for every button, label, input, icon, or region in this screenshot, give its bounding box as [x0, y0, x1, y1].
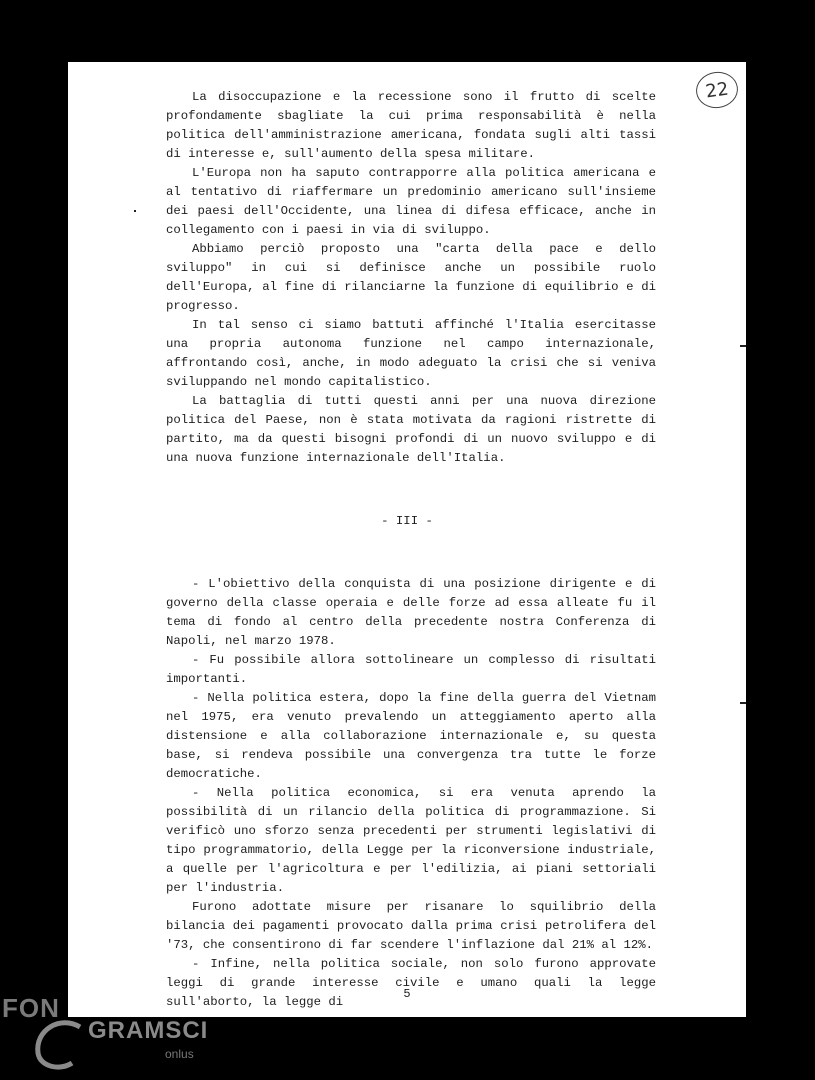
- archive-stamp: [694, 69, 741, 110]
- paragraph: La disoccupazione e la recessione sono il frutto di scelte profondamente sbagliate la cui prima responsabilità è nella politica dell'amministrazione americana, fondata sugli alti tassi di interesse e, sull'aumento della spesa militare.: [166, 90, 656, 161]
- watermark-logo: [0, 985, 220, 1080]
- stamp-number: 22: [704, 78, 730, 102]
- scan-mark: [740, 702, 746, 704]
- paragraph: La battaglia di tutti questi anni per una nuova direzione politica del Paese, non è stata motivata da ragioni ristrette di partito, ma da questi bisogni profondi di un nuovo sviluppo e di una nuova funzione internazionale dell'Italia.: [166, 394, 656, 465]
- section-heading: - III -: [381, 514, 433, 528]
- paragraph: - Infine, nella politica sociale, non solo furono approvate leggi di grande interesse civile e umano quali la legge sull'aborto, la legge di: [166, 957, 656, 1009]
- text-block-top: [166, 88, 656, 468]
- watermark-text-gramsci: GRAMSCI: [88, 1017, 209, 1044]
- paragraph: Abbiamo perciò proposto una "carta della pace e dello sviluppo" in cui si definisce anche un possibile ruolo dell'Europa, al fine di rilanciarne la funzione di equilibrio e di progresso.: [166, 242, 656, 313]
- scan-mark: [134, 210, 136, 212]
- logo-swirl-icon: [30, 1015, 90, 1075]
- text-block-bottom: [166, 575, 656, 1012]
- scan-mark: [740, 345, 746, 347]
- paragraph: In tal senso ci siamo battuti affinché l'Italia esercitasse una propria autonoma funzione nel campo internazionale, affrontando così, anche, in modo adeguato la crisi che si veniva sviluppando nel mondo capitalistico.: [166, 318, 656, 389]
- watermark-text-onlus: onlus: [165, 1047, 194, 1061]
- paragraph: - Fu possibile allora sottolineare un complesso di risultati importanti.: [166, 653, 656, 686]
- watermark-text-fon: FON: [2, 993, 60, 1023]
- paragraph: Furono adottate misure per risanare lo squilibrio della bilancia dei pagamenti provocato dalla prima crisi petrolifera del '73, che consentirono di far scendere l'inflazione dal 21% al 12%.: [166, 900, 656, 952]
- document-page: [68, 62, 746, 1017]
- page-number: 5: [403, 987, 411, 1001]
- paragraph: - Nella politica estera, dopo la fine della guerra del Vietnam nel 1975, era venuto prevalendo un atteggiamento aperto alla distensione e alla collaborazione internazionale e, su questa base, si rendeva possibile una convergenza tra tutte le forze democratiche.: [166, 691, 656, 781]
- paragraph: - L'obiettivo della conquista di una posizione dirigente e di governo della classe operaia e delle forze ad essa alleate fu il tema di fondo al centro della precedente nostra Conferenza di Napoli, nel marzo 1978.: [166, 577, 656, 648]
- paragraph: - Nella politica economica, si era venuta aprendo la possibilità di un rilancio della politica di programmazione. Si verificò uno sforzo senza precedenti per strumenti legislativi di tipo programmatorio, della Legge per la riconversione industriale, a quelle per l'agricoltura e per l'edilizia, ai piani settoriali per l'industria.: [166, 786, 656, 895]
- paragraph: L'Europa non ha saputo contrapporre alla politica americana e al tentativo di riaffermare un predominio americano sull'insieme dei paesi dell'Occidente, una linea di difesa efficace, anche in collegamento con i paesi in via di sviluppo.: [166, 166, 656, 237]
